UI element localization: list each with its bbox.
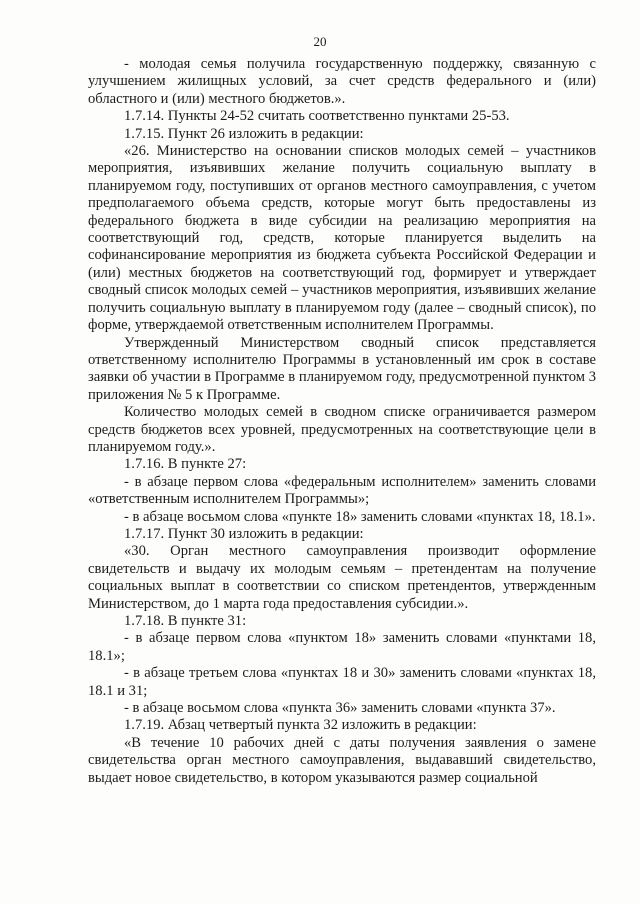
paragraph: - в абзаце третьем слова «пунктах 18 и 30» заменить словами «пунктах 18, 18.1 и 31; [88,665,596,699]
paragraph: 1.7.17. Пункт 30 изложить в редакции: [124,525,364,542]
paragraph: - в абзаце первом слова «федеральным исполнителем» заменить словами «ответственным исполнителем Программы»; [88,473,596,508]
paragraph: Количество молодых семей в сводном списке ограничивается размером средств бюджетов всех уровней, предусмотренных на соответствующие цели в планируемом году.». [88,404,596,455]
paragraph: 1.7.19. Абзац четвертый пункта 32 изложить в редакции: [124,717,477,734]
paragraph: - в абзаце восьмом слова «пункте 18» заменить словами «пунктах 18, 18.1». [124,508,596,525]
paragraph: 1.7.16. В пункте 27: [124,456,247,473]
paragraph: «30. Орган местного самоуправления производит оформление свидетельств и выдачу их молодым семьям – претендентам на получение социальных выплат в соответствии со списком претендентов, утвержденным Министерством, до 1 марта года предоставления субсидии.». [88,543,596,612]
paragraph: 1.7.14. Пункты 24-52 считать соответственно пунктами 25-53. [124,108,510,125]
paragraph: «В течение 10 рабочих дней с даты получения заявления о замене свидетельства орган местного самоуправления, выдававший свидетельство, выдает новое свидетельство, в котором указываются размер социальной [88,734,596,786]
paragraph: «26. Министерство на основании списков молодых семей – участников мероприятия, изъявивших желание получить социальную выплату в планируемом году, поступивших от органов местного самоуправления, с учетом предполагаемого объема средств, которые могут быть предоставлены из федерального бюджета в виде субсидии на реализацию мероприятия на соответствующий год, средств, которые планируется выделить на софинансирование мероприятия из бюджета субъекта Российской Федерации и (или) местных бюджетов на соответствующий год, формирует и утверждает сводный список молодых семей – участников мероприятия, изъявивших желание получить социальную выплату в планируемом году (далее – сводный список), по форме, утверждаемой ответственным исполнителем Программы. [88,143,596,334]
paragraph: Утвержденный Министерством сводный список представляется ответственному исполнителю Программы в установленный им срок в составе заявки об участии в Программе в планируемом году, предусмотренной пунктом 3 приложения № 5 к Программе. [88,334,596,403]
paragraph: 1.7.18. В пункте 31: [124,613,247,629]
paragraph: - в абзаце восьмом слова «пункта 36» заменить словами «пункта 37». [124,700,556,717]
paragraph: - в абзаце первом слова «пунктом 18» заменить словами «пунктами 18, 18.1»; [88,630,596,664]
page-number: 20 [313,34,327,49]
paragraph: 1.7.15. Пункт 26 изложить в редакции: [124,125,364,142]
paragraph: - молодая семья получила государственную поддержку, связанную с улучшением жилищных условий, за счет средств федерального и (или) областного и (или) местного бюджетов.». [88,56,596,107]
document-body [88,56,596,787]
